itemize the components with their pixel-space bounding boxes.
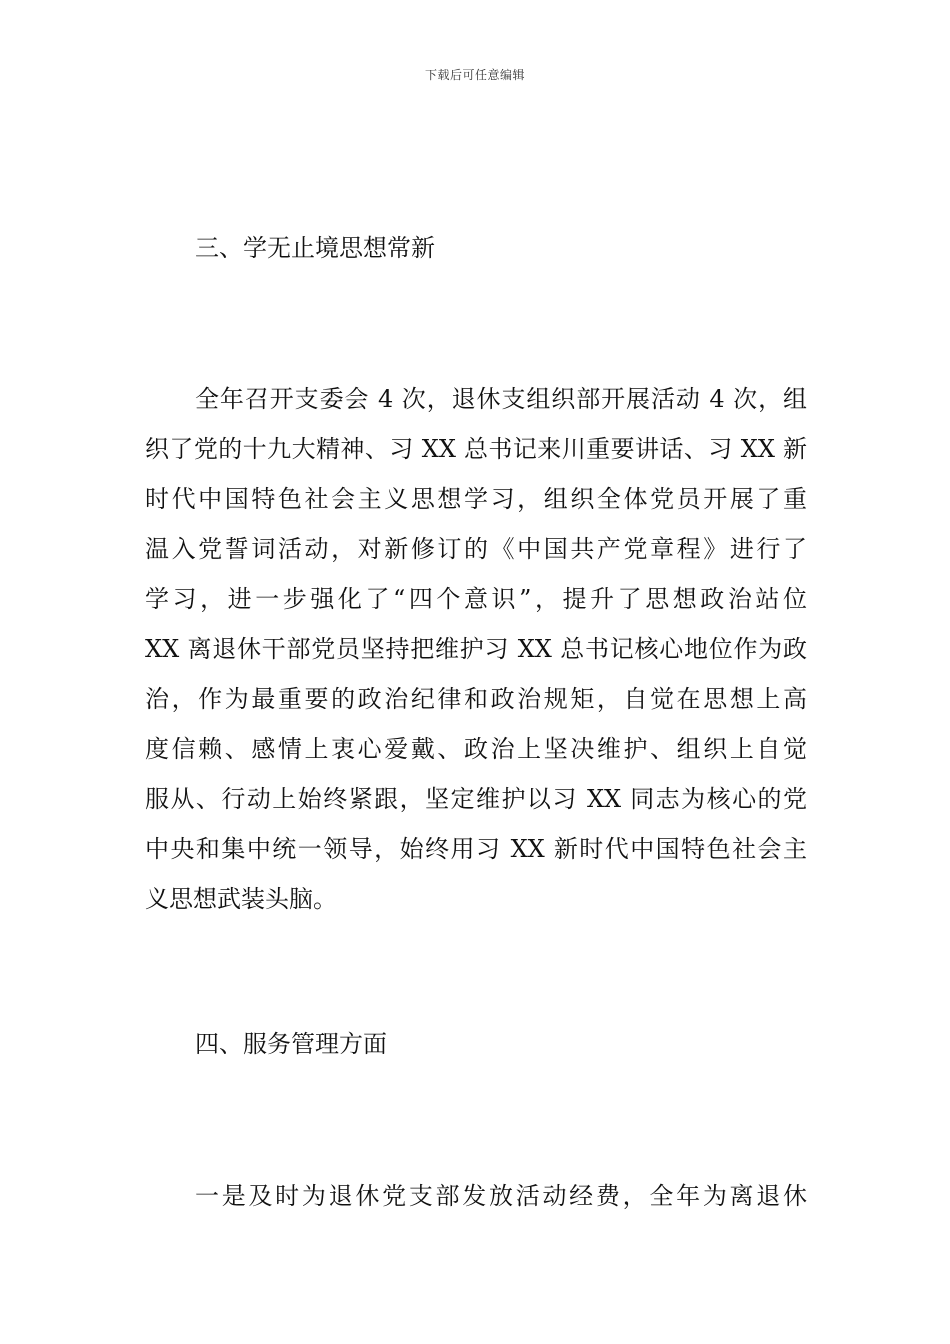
paragraph-line: 时代中国特色社会主义思想学习，组织全体党员开展了重 [145,485,807,513]
section-heading-4: 四、服务管理方面 [195,1030,387,1058]
paragraph-line: 义思想武装头脑。 [145,885,337,913]
paragraph-line: 织了党的十九大精神、习 XX 总书记来川重要讲话、习 XX 新 [145,435,807,463]
paragraph-line: 全年召开支委会 4 次，退休支组织部开展活动 4 次，组 [195,385,807,413]
paragraph-line: 中央和集中统一领导，始终用习 XX 新时代中国特色社会主 [145,835,807,863]
section-3-paragraph [145,374,807,924]
paragraph-line: 一是及时为退休党支部发放活动经费，全年为离退休 [195,1182,807,1210]
page-header: 下载后可任意编辑 [424,68,525,82]
paragraph-line: XX 离退休干部党员坚持把维护习 XX 总书记核心地位作为政 [145,635,807,663]
paragraph-line: 学习，进一步强化了“四个意识”，提升了思想政治站位 [145,585,807,613]
section-heading-3: 三、学无止境思想常新 [195,234,435,262]
paragraph-line: 治，作为最重要的政治纪律和政治规矩，自觉在思想上高 [145,685,807,713]
paragraph-line: 度信赖、感情上衷心爱戴、政治上坚决维护、组织上自觉 [145,735,807,763]
paragraph-line: 服从、行动上始终紧跟，坚定维护以习 XX 同志为核心的党 [145,785,807,813]
section-4-paragraph [145,1171,807,1221]
paragraph-line: 温入党誓词活动，对新修订的《中国共产党章程》进行了 [145,535,807,563]
